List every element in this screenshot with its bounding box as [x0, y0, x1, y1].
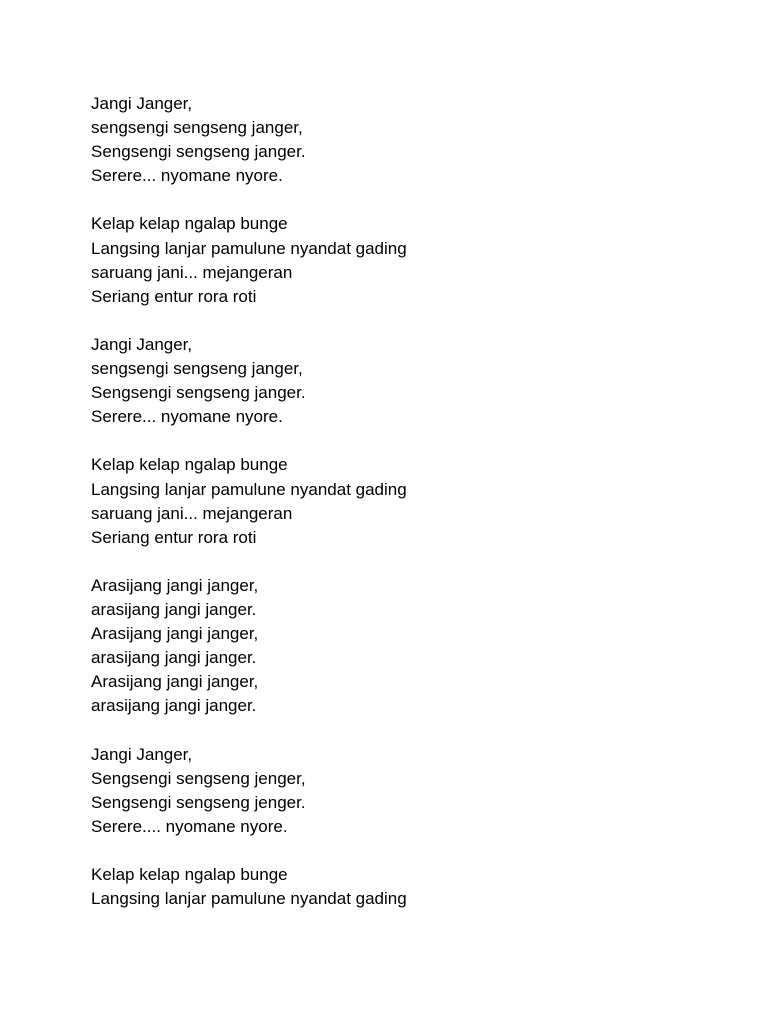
- lyric-line: Langsing lanjar pamulune nyandat gading: [91, 238, 407, 258]
- stanza: [91, 863, 731, 911]
- lyric-line: sengsengi sengseng janger,: [91, 118, 303, 138]
- lyric-line: Jangi Janger,: [91, 94, 193, 113]
- lyric-line: Jangi Janger,: [91, 334, 193, 354]
- lyric-line: Langsing lanjar pamulune nyandat gading: [91, 479, 407, 499]
- lyric-line: Kelap kelap ngalap bunge: [91, 455, 288, 475]
- lyric-line: Serere.... nyomane nyore.: [91, 816, 288, 836]
- lyric-line: Sengsengi sengseng jenger.: [91, 792, 306, 812]
- lyric-line: Sengsengi sengseng janger.: [91, 383, 306, 403]
- lyric-line: sengsengi sengseng janger,: [91, 359, 303, 379]
- lyric-line: Langsing lanjar pamulune nyandat gading: [91, 889, 407, 909]
- lyric-line: Jangi Janger,: [91, 744, 193, 764]
- stanza: [91, 453, 731, 549]
- lyrics-body: [91, 92, 731, 935]
- lyric-line: arasijang jangi janger.: [91, 599, 257, 619]
- lyric-line: Sengsengi sengseng janger.: [91, 142, 306, 162]
- stanza: [91, 574, 731, 719]
- lyric-line: Arasijang jangi janger,: [91, 672, 259, 692]
- stanza: [91, 743, 731, 839]
- lyric-line: Seriang entur rora roti: [91, 527, 257, 547]
- stanza: [91, 333, 731, 429]
- lyric-line: Serere... nyomane nyore.: [91, 166, 283, 186]
- lyric-line: Sengsengi sengseng jenger,: [91, 768, 306, 788]
- lyric-line: Kelap kelap ngalap bunge: [91, 214, 288, 234]
- stanza: [91, 92, 731, 188]
- lyric-line: Kelap kelap ngalap bunge: [91, 865, 288, 884]
- lyric-line: saruang jani... mejangeran: [91, 262, 293, 282]
- lyric-line: saruang jani... mejangeran: [91, 503, 293, 523]
- lyric-line: Arasijang jangi janger,: [91, 624, 259, 644]
- lyric-line: Seriang entur rora roti: [91, 286, 257, 306]
- lyric-line: arasijang jangi janger.: [91, 696, 257, 716]
- stanza: [91, 212, 731, 308]
- lyric-line: arasijang jangi janger.: [91, 648, 257, 668]
- lyric-line: Serere... nyomane nyore.: [91, 407, 283, 427]
- lyric-line: Arasijang jangi janger,: [91, 575, 259, 595]
